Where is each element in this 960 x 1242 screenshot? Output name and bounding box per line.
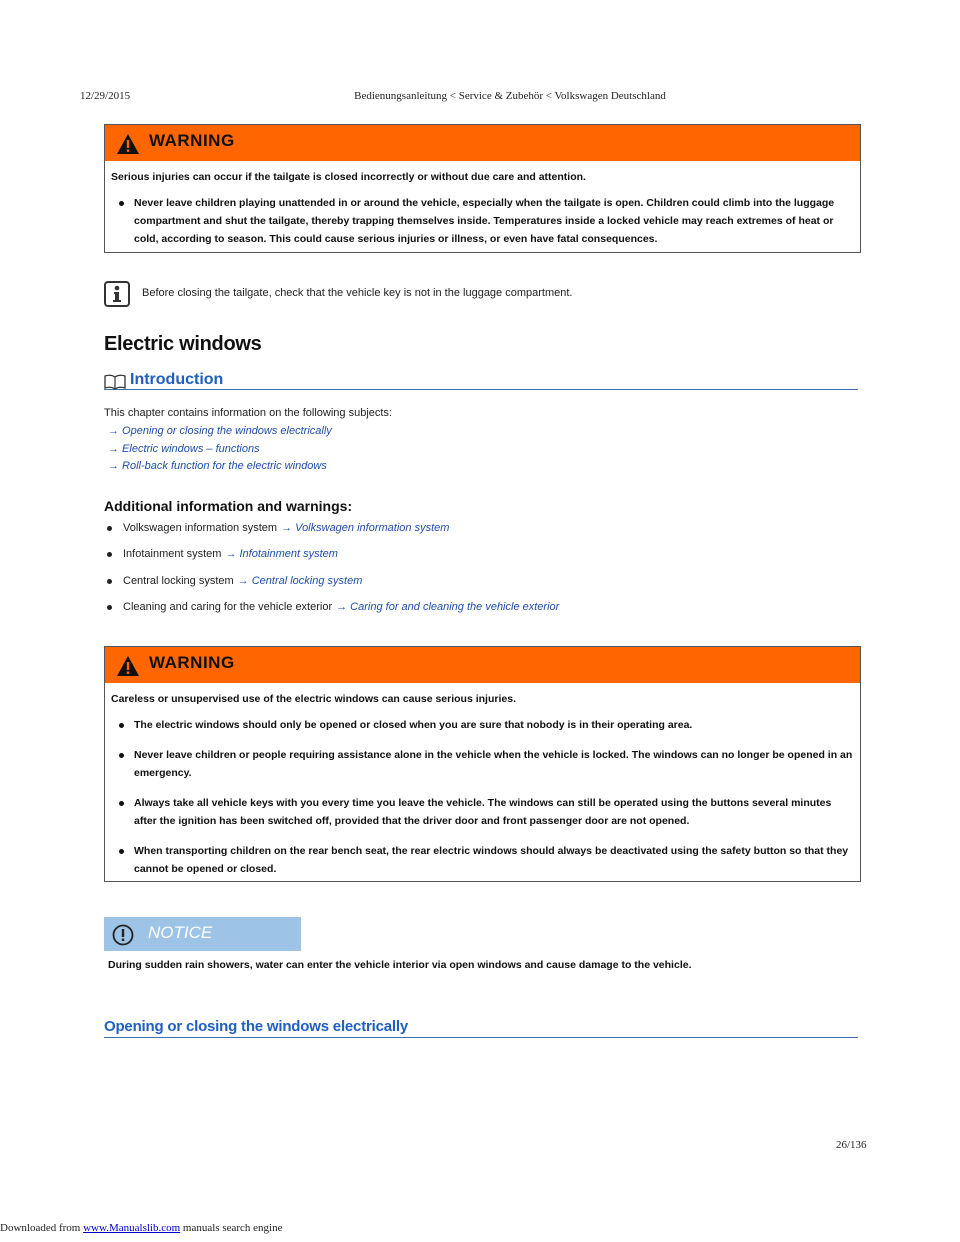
warning-intro: Careless or unsupervised use of the electric windows can cause serious injuries.: [111, 693, 516, 705]
cross-reference-link[interactable]: → Caring for and cleaning the vehicle exterior: [336, 600, 560, 613]
list-item: [104, 522, 559, 548]
page-header-title: Bedienungsanleitung < Service & Zubehör < Volkswagen Deutschland: [354, 90, 666, 102]
warning-title: WARNING: [149, 653, 235, 672]
list-item-text: Volkswagen information system: [123, 522, 278, 534]
introduction-heading: [104, 370, 858, 390]
subsection-heading: [104, 1017, 858, 1038]
introduction-link[interactable]: → Opening or closing the windows electrically: [108, 425, 332, 437]
warning-box-electric-windows: [104, 646, 861, 882]
warning-body: [105, 683, 860, 896]
warning-item: When transporting children on the rear bench seat, the rear electric windows should always be deactivated using the safety button so that they cannot be opened or closed.: [111, 842, 855, 878]
warning-title: WARNING: [149, 131, 235, 150]
additional-info-heading: Additional information and warnings:: [104, 498, 353, 514]
notice-header: [104, 917, 301, 951]
warning-header: [105, 647, 860, 683]
cross-reference-link[interactable]: → Infotainment system: [225, 548, 338, 561]
page-header-date: 12/29/2015: [80, 90, 131, 102]
warning-item: Always take all vehicle keys with you every time you leave the vehicle. The windows can still be operated using the buttons several minutes after the ignition has been switched off, provided that the driver door and front passenger door are not opened.: [111, 794, 855, 830]
warning-box-tailgate: [104, 124, 861, 253]
warning-triangle-icon: [116, 655, 140, 677]
book-icon: [104, 374, 126, 390]
notice-text: During sudden rain showers, water can enter the vehicle interior via open windows and cause damage to the vehicle.: [108, 959, 692, 971]
cross-reference-link[interactable]: → Volkswagen information system: [281, 522, 450, 534]
introduction-text: This chapter contains information on the following subjects:: [104, 407, 392, 419]
list-item: [104, 575, 559, 601]
manualslib-link[interactable]: www.Manualslib.com: [83, 1222, 181, 1234]
download-footer: [0, 1222, 282, 1234]
exclamation-circle-icon: [112, 924, 134, 946]
warning-triangle-icon: [116, 133, 140, 155]
introduction-heading-label: Introduction: [130, 371, 224, 388]
warning-intro: Serious injuries can occur if the tailgate is closed incorrectly or without due care and attention.: [111, 171, 586, 183]
additional-info-list: [104, 522, 559, 627]
note-text: Before closing the tailgate, check that the vehicle key is not in the luggage compartment.: [142, 287, 573, 299]
introduction-link-list: [108, 425, 332, 478]
warning-header: [105, 125, 860, 161]
footer-suffix: manuals search engine: [180, 1222, 283, 1234]
warning-item: The electric windows should only be opened or closed when you are sure that nobody is in their operating area.: [111, 716, 855, 734]
list-item-text: Central locking system: [123, 574, 234, 587]
introduction-link[interactable]: → Electric windows – functions: [108, 442, 260, 455]
list-item-text: Infotainment system: [123, 548, 222, 561]
section-title: Electric windows: [104, 333, 262, 355]
page-number: 26/136: [836, 1139, 867, 1151]
subsection-heading-label: Opening or closing the windows electrically: [104, 1018, 408, 1035]
list-item-text: Cleaning and caring for the vehicle exterior: [123, 600, 333, 613]
warning-item: Never leave children or people requiring assistance alone in the vehicle when the vehicle is locked. The windows can no longer be opened in an emergency.: [111, 746, 855, 782]
cross-reference-link[interactable]: → Central locking system: [237, 574, 363, 587]
footer-prefix: Downloaded from: [0, 1222, 84, 1234]
notice-title: NOTICE: [148, 923, 213, 942]
list-item: [104, 601, 559, 627]
warning-body: [105, 161, 860, 266]
introduction-link[interactable]: → Roll-back function for the electric windows: [108, 460, 327, 472]
list-item: [104, 548, 559, 574]
info-note-icon: [104, 281, 130, 307]
warning-item: Never leave children playing unattended in or around the vehicle, especially when the tailgate is open. Children could climb into the luggage compartment and shut the tailgate, thereby trapping themselves inside. Temperatures inside a locked vehicle may reach extremes of heat or cold, according to season. This could cause serious injuries or illness, or even have fatal consequences.: [111, 194, 855, 248]
